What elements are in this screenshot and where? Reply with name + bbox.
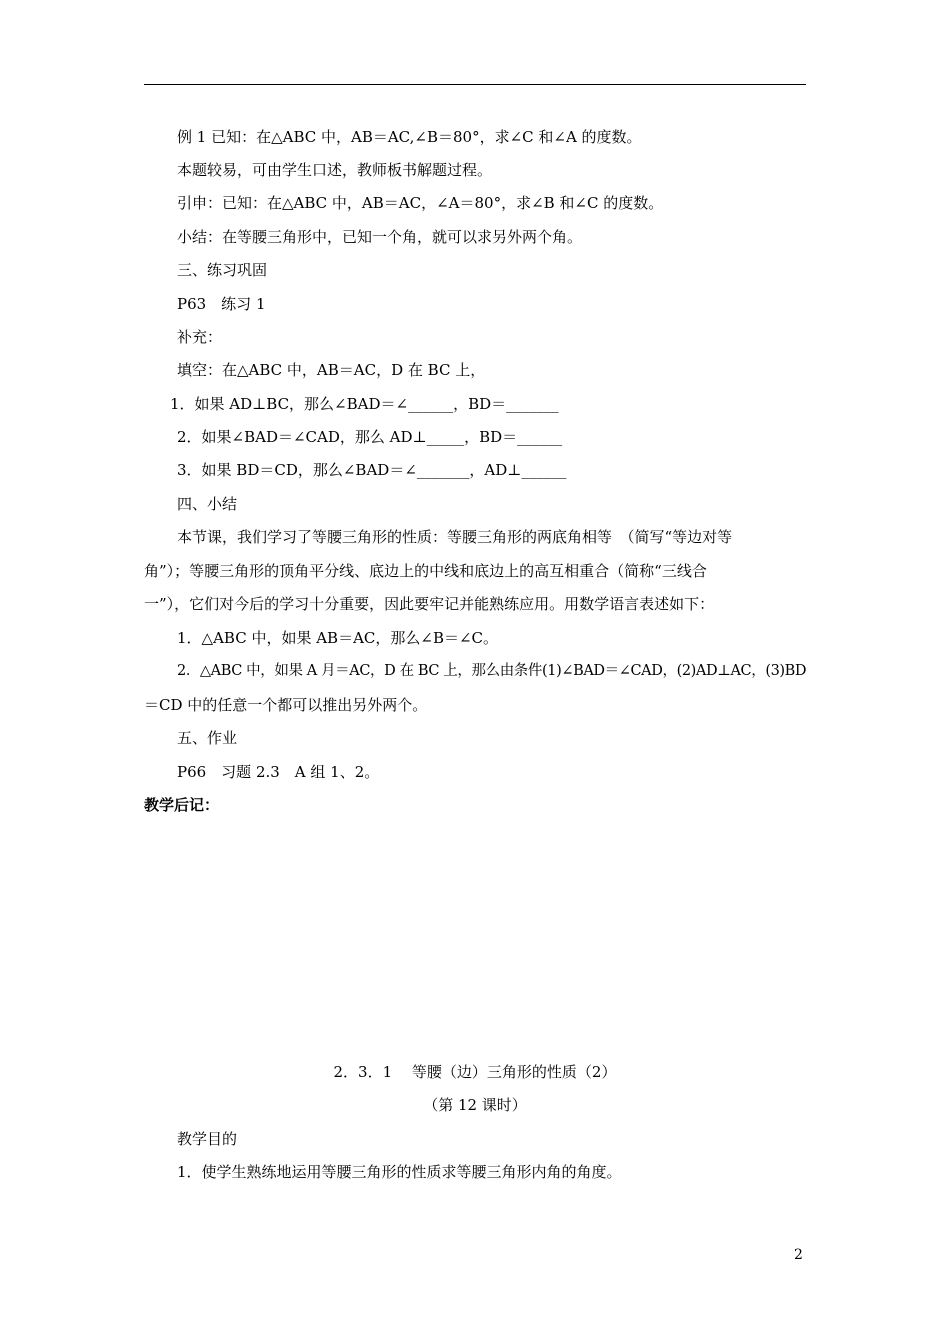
property-1: 1．△ABC 中，如果 AB＝AC，那么∠B＝∠C。	[177, 629, 499, 647]
extension: 引申：已知：在△ABC 中，AB＝AC，∠A＝80°，求∠B 和∠C 的度数。	[177, 194, 664, 212]
property-2-line-1: 2．△ABC 中，如果 A 月＝AC，D 在 BC 上，那么由条件(1)∠BAD＝∠CAD，(2)AD⊥AC，(3)BD	[177, 663, 807, 679]
practice-ref: P63 练习 1	[177, 295, 266, 313]
summary-paragraph-line-3: 一”），它们对今后的学习十分重要，因此要牢记并能熟练应用。用数学语言表述如下：	[144, 595, 715, 613]
homework-ref: P66 习题 2.3 A 组 1、2。	[177, 763, 380, 781]
property-2-line-2: ＝CD 中的任意一个都可以推出另外两个。	[144, 696, 428, 714]
fill-item-2: 2．如果∠BAD＝∠CAD，那么 AD⊥_____，BD＝______	[177, 428, 563, 446]
summary-paragraph-line-1: 本节课，我们学习了等腰三角形的性质：等腰三角形的两底角相等 （简写“等边对等	[177, 528, 733, 546]
page-number: 2	[794, 1247, 803, 1263]
section-subtitle: （第 12 课时）	[423, 1096, 527, 1114]
example-1: 例 1 已知：在△ABC 中，AB＝AC,∠B＝80°，求∠C 和∠A 的度数。	[177, 128, 642, 146]
section-title: 2．3．1 等腰（边）三角形的性质（2）	[333, 1063, 617, 1081]
heading-summary: 四、小结	[177, 495, 238, 513]
heading-practice: 三、练习巩固	[177, 261, 268, 279]
heading-homework: 五、作业	[177, 729, 238, 747]
fill-item-1: 1．如果 AD⊥BC，那么∠BAD＝∠______，BD＝_______	[170, 395, 559, 413]
postscript-label: 教学后记：	[144, 796, 220, 814]
fill-blank-intro: 填空：在△ABC 中，AB＝AC，D 在 BC 上，	[177, 361, 486, 379]
supplement-label: 补充：	[177, 328, 223, 346]
objectives-heading: 教学目的	[177, 1130, 238, 1148]
example-note: 本题较易，可由学生口述，教师板书解题过程。	[177, 161, 493, 179]
objective-1: 1．使学生熟练地运用等腰三角形的性质求等腰三角形内角的角度。	[177, 1163, 622, 1181]
header-rule	[144, 84, 806, 85]
summary-paragraph-line-2: 角”）；等腰三角形的顶角平分线、底边上的中线和底边上的高互相重合（简称“三线合	[144, 562, 707, 580]
fill-item-3: 3．如果 BD＝CD，那么∠BAD＝∠_______，AD⊥______	[177, 461, 567, 479]
summary-note: 小结：在等腰三角形中，已知一个角，就可以求另外两个角。	[177, 228, 583, 246]
